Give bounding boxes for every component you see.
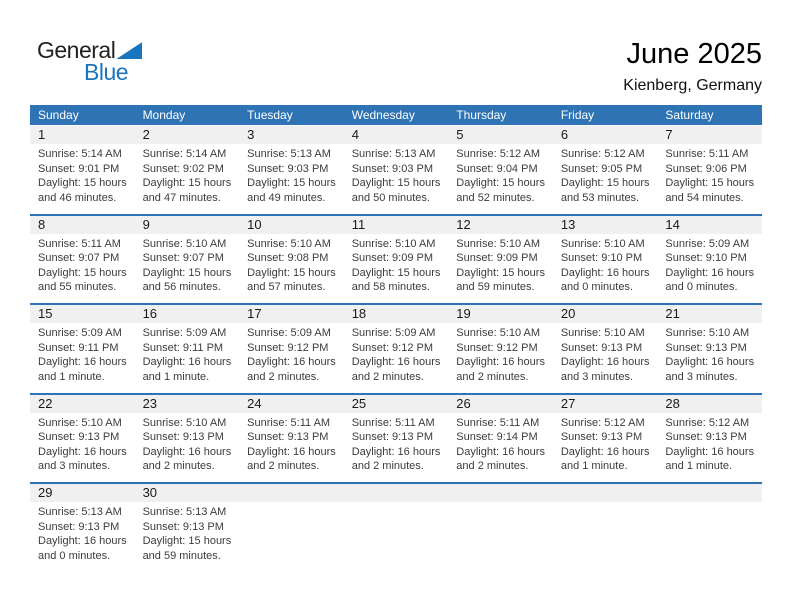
page-title: June 2025 <box>626 38 762 70</box>
day-cell <box>657 234 762 295</box>
day-cell <box>344 413 449 474</box>
weekday-header-wednesday: Wednesday <box>351 108 415 122</box>
sunrise-text: Sunrise: 5:14 AM <box>142 148 227 160</box>
sunrise-text: Sunrise: 5:10 AM <box>142 416 227 429</box>
sunrise-text: Sunrise: 5:11 AM <box>351 416 435 429</box>
logo-blue-text: Blue <box>84 59 129 85</box>
title-block <box>623 38 762 95</box>
day-number: 7 <box>665 127 673 142</box>
sunrise-text: Sunrise: 5:11 AM <box>38 237 121 250</box>
sunset-text: Sunset: 9:11 PM <box>38 341 119 354</box>
day-cell <box>239 144 344 205</box>
page-subtitle: Kienberg, Germany <box>623 77 762 94</box>
daylight-text: Daylight: 16 hours and 1 minute. <box>38 356 127 383</box>
logo-general-text: General <box>37 37 116 63</box>
daylight-text: Daylight: 16 hours and 2 minutes. <box>456 445 545 472</box>
sunrise-text: Sunrise: 5:14 AM <box>38 148 122 160</box>
sunset-text: Sunset: 9:01 PM <box>38 162 120 175</box>
day-number: 26 <box>456 395 471 411</box>
sunset-text: Sunset: 9:09 PM <box>351 252 434 264</box>
empty-day-number <box>657 484 762 502</box>
day-details-band <box>30 144 762 205</box>
sunset-text: Sunset: 9:10 PM <box>560 252 643 264</box>
daylight-text: Daylight: 15 hours and 49 minutes. <box>247 177 336 204</box>
day-cell <box>657 413 762 474</box>
day-number: 23 <box>142 395 158 411</box>
day-cell <box>239 323 344 384</box>
day-cell <box>135 234 240 295</box>
day-number: 1 <box>38 127 46 142</box>
day-number-band <box>30 305 762 323</box>
day-cell <box>657 144 762 205</box>
sunset-text: Sunset: 9:04 PM <box>456 162 538 175</box>
weekday-header-thursday: Thursday <box>456 108 507 122</box>
sunset-text: Sunset: 9:12 PM <box>456 341 538 354</box>
day-number: 18 <box>351 306 367 321</box>
day-cell <box>448 144 553 205</box>
sunset-text: Sunset: 9:13 PM <box>351 431 434 443</box>
sunrise-text: Sunrise: 5:13 AM <box>351 148 436 160</box>
sunset-text: Sunset: 9:13 PM <box>560 341 643 354</box>
sunrise-text: Sunrise: 5:12 AM <box>560 148 645 160</box>
sunrise-text: Sunrise: 5:12 AM <box>665 416 750 429</box>
empty-day-cell <box>657 502 762 563</box>
sunrise-text: Sunrise: 5:10 AM <box>142 237 227 250</box>
day-number: 6 <box>560 127 569 142</box>
sunset-text: Sunset: 9:08 PM <box>247 252 329 264</box>
day-number: 4 <box>351 127 359 142</box>
day-cell <box>553 144 658 205</box>
day-number: 25 <box>351 395 367 411</box>
sunrise-text: Sunrise: 5:10 AM <box>247 237 331 250</box>
day-cell <box>448 234 553 295</box>
weekday-header-friday: Friday <box>560 108 595 122</box>
day-number: 22 <box>38 395 53 411</box>
day-number: 27 <box>560 395 576 411</box>
day-number: 24 <box>247 395 262 411</box>
day-cell <box>30 413 135 474</box>
day-number: 8 <box>38 216 46 232</box>
daylight-text: Daylight: 15 hours and 47 minutes. <box>142 177 232 204</box>
day-number: 9 <box>142 216 150 232</box>
sunrise-text: Sunrise: 5:10 AM <box>351 237 436 250</box>
day-number: 16 <box>142 306 158 321</box>
daylight-text: Daylight: 15 hours and 59 minutes. <box>142 535 232 562</box>
sunset-text: Sunset: 9:14 PM <box>456 431 538 443</box>
week-row <box>30 303 762 393</box>
day-number: 15 <box>38 306 53 321</box>
day-number: 5 <box>456 127 464 142</box>
day-cell <box>657 323 762 384</box>
month-calendar <box>30 105 762 572</box>
sunrise-text: Sunrise: 5:12 AM <box>456 148 541 160</box>
day-number-band <box>30 484 762 502</box>
sunrise-text: Sunrise: 5:13 AM <box>142 506 227 518</box>
sunset-text: Sunset: 9:13 PM <box>38 520 120 533</box>
daylight-text: Daylight: 16 hours and 3 minutes. <box>560 356 650 383</box>
sunset-text: Sunset: 9:13 PM <box>38 431 120 443</box>
week-row <box>30 482 762 572</box>
sunset-text: Sunset: 9:13 PM <box>142 520 224 533</box>
day-number: 11 <box>351 216 366 232</box>
empty-day-cell <box>553 502 658 563</box>
day-cell <box>553 413 658 474</box>
day-cell <box>448 413 553 474</box>
day-details-band <box>30 413 762 474</box>
sunrise-text: Sunrise: 5:09 AM <box>247 327 331 339</box>
sunset-text: Sunset: 9:05 PM <box>560 162 643 175</box>
sunset-text: Sunset: 9:03 PM <box>247 162 329 175</box>
day-cell <box>344 144 449 205</box>
sunset-text: Sunset: 9:10 PM <box>665 252 747 264</box>
sunrise-text: Sunrise: 5:11 AM <box>456 416 540 429</box>
week-row <box>30 214 762 304</box>
day-number: 17 <box>247 306 262 321</box>
daylight-text: Daylight: 16 hours and 0 minutes. <box>38 535 127 562</box>
weekday-header-row <box>30 105 762 125</box>
sunset-text: Sunset: 9:12 PM <box>351 341 434 354</box>
sunrise-text: Sunrise: 5:09 AM <box>665 237 750 250</box>
sunrise-text: Sunrise: 5:10 AM <box>560 237 645 250</box>
sunset-text: Sunset: 9:13 PM <box>560 431 643 443</box>
logo-triangle-icon <box>116 42 142 59</box>
sunrise-text: Sunrise: 5:10 AM <box>38 416 122 429</box>
day-cell <box>239 234 344 295</box>
sunset-text: Sunset: 9:07 PM <box>38 252 120 264</box>
day-number: 12 <box>456 216 471 232</box>
sunset-text: Sunset: 9:13 PM <box>665 341 747 354</box>
day-number: 3 <box>247 127 255 142</box>
day-details-band <box>30 323 762 384</box>
daylight-text: Daylight: 16 hours and 0 minutes. <box>665 266 755 293</box>
day-number-band <box>30 126 762 144</box>
day-number: 21 <box>665 306 680 321</box>
sunrise-text: Sunrise: 5:09 AM <box>142 327 227 339</box>
day-cell <box>448 323 553 384</box>
day-cell <box>135 323 240 384</box>
week-row <box>30 393 762 483</box>
day-number: 10 <box>247 216 262 232</box>
daylight-text: Daylight: 16 hours and 2 minutes. <box>247 445 336 472</box>
sunset-text: Sunset: 9:03 PM <box>351 162 434 175</box>
sunrise-text: Sunrise: 5:13 AM <box>247 148 331 160</box>
daylight-text: Daylight: 15 hours and 50 minutes. <box>351 177 441 204</box>
day-cell <box>30 323 135 384</box>
daylight-text: Daylight: 16 hours and 3 minutes. <box>665 356 755 383</box>
sunset-text: Sunset: 9:07 PM <box>142 252 224 264</box>
empty-day-number <box>239 484 344 502</box>
daylight-text: Daylight: 16 hours and 2 minutes. <box>247 356 336 383</box>
sunrise-text: Sunrise: 5:11 AM <box>665 148 749 160</box>
day-number: 20 <box>560 306 576 321</box>
day-cell <box>344 234 449 295</box>
sunset-text: Sunset: 9:13 PM <box>247 431 329 443</box>
daylight-text: Daylight: 16 hours and 0 minutes. <box>560 266 650 293</box>
sunrise-text: Sunrise: 5:09 AM <box>351 327 436 339</box>
daylight-text: Daylight: 16 hours and 2 minutes. <box>351 445 441 472</box>
day-cell <box>135 144 240 205</box>
day-cell <box>553 323 658 384</box>
day-details-band <box>30 502 762 563</box>
empty-day-cell <box>239 502 344 563</box>
day-number: 28 <box>665 395 680 411</box>
day-cell <box>239 413 344 474</box>
sunrise-text: Sunrise: 5:13 AM <box>38 506 122 518</box>
sunset-text: Sunset: 9:12 PM <box>247 341 329 354</box>
sunrise-text: Sunrise: 5:10 AM <box>665 327 750 339</box>
daylight-text: Daylight: 15 hours and 56 minutes. <box>142 266 232 293</box>
weekday-header-sunday: Sunday <box>38 108 79 122</box>
daylight-text: Daylight: 15 hours and 58 minutes. <box>351 266 441 293</box>
sunset-text: Sunset: 9:06 PM <box>665 162 747 175</box>
sunset-text: Sunset: 9:02 PM <box>142 162 224 175</box>
sunrise-text: Sunrise: 5:11 AM <box>247 416 331 429</box>
daylight-text: Daylight: 15 hours and 59 minutes. <box>456 266 545 293</box>
calendar-grid <box>30 126 762 572</box>
daylight-text: Daylight: 15 hours and 53 minutes. <box>560 177 650 204</box>
sunrise-text: Sunrise: 5:12 AM <box>560 416 645 429</box>
daylight-text: Daylight: 16 hours and 2 minutes. <box>142 445 232 472</box>
day-cell <box>553 234 658 295</box>
empty-day-cell <box>344 502 449 563</box>
empty-day-number <box>448 484 553 502</box>
sunset-text: Sunset: 9:13 PM <box>665 431 747 443</box>
day-number: 29 <box>38 485 53 500</box>
daylight-text: Daylight: 16 hours and 3 minutes. <box>38 445 127 472</box>
day-details-band <box>30 234 762 295</box>
day-number-band <box>30 216 762 234</box>
empty-day-number <box>344 484 449 502</box>
day-number: 2 <box>142 127 150 142</box>
sunset-text: Sunset: 9:09 PM <box>456 252 538 264</box>
day-number-band <box>30 395 762 413</box>
daylight-text: Daylight: 15 hours and 52 minutes. <box>456 177 545 204</box>
day-cell <box>30 234 135 295</box>
daylight-text: Daylight: 16 hours and 2 minutes. <box>456 356 545 383</box>
general-blue-logo <box>37 37 142 85</box>
daylight-text: Daylight: 15 hours and 57 minutes. <box>247 266 336 293</box>
weekday-header-saturday: Saturday <box>665 108 714 122</box>
daylight-text: Daylight: 16 hours and 2 minutes. <box>351 356 441 383</box>
sunrise-text: Sunrise: 5:10 AM <box>456 237 541 250</box>
daylight-text: Daylight: 16 hours and 1 minute. <box>142 356 232 383</box>
daylight-text: Daylight: 15 hours and 54 minutes. <box>665 177 755 204</box>
sunset-text: Sunset: 9:11 PM <box>142 341 224 354</box>
day-number: 19 <box>456 306 471 321</box>
day-number: 30 <box>142 485 158 500</box>
sunrise-text: Sunrise: 5:10 AM <box>560 327 645 339</box>
weekday-header-monday: Monday <box>142 108 186 122</box>
daylight-text: Daylight: 15 hours and 46 minutes. <box>38 177 127 204</box>
day-number: 13 <box>560 216 576 232</box>
day-number: 14 <box>665 216 680 232</box>
day-cell <box>135 413 240 474</box>
empty-day-number <box>553 484 658 502</box>
day-cell <box>344 323 449 384</box>
weekday-header-tuesday: Tuesday <box>247 108 293 122</box>
week-row <box>30 126 762 214</box>
day-cell <box>135 502 240 563</box>
daylight-text: Daylight: 15 hours and 55 minutes. <box>38 266 127 293</box>
day-cell <box>30 144 135 205</box>
empty-day-cell <box>448 502 553 563</box>
sunset-text: Sunset: 9:13 PM <box>142 431 224 443</box>
sunrise-text: Sunrise: 5:09 AM <box>38 327 122 339</box>
day-cell <box>30 502 135 563</box>
daylight-text: Daylight: 16 hours and 1 minute. <box>665 445 755 472</box>
sunrise-text: Sunrise: 5:10 AM <box>456 327 541 339</box>
daylight-text: Daylight: 16 hours and 1 minute. <box>560 445 650 472</box>
